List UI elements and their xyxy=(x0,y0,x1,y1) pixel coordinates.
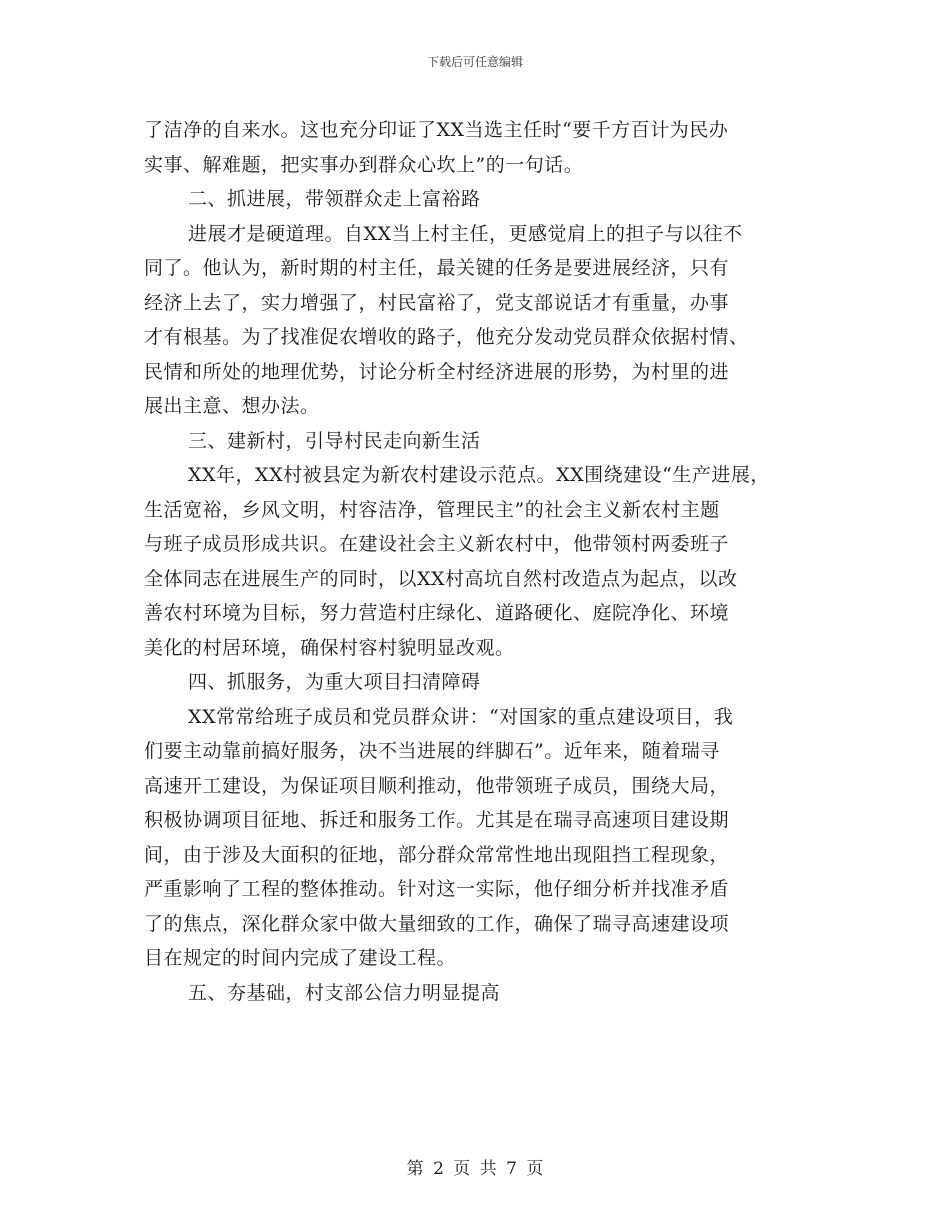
paragraph-line-indented: 四、抓服务，为重大项目扫清障碍 xyxy=(188,671,481,693)
paragraph-line-indented: XX常常给班子成员和党员群众讲：“对国家的重点建设项目，我 xyxy=(188,705,734,728)
paragraph-line: 目在规定的时间内完成了建设工程。 xyxy=(144,947,457,969)
paragraph-line: 高速开工建设，为保证项目顺利推动，他带领班子成员，围绕大局， xyxy=(144,774,730,797)
paragraph-line: 们要主动靠前搞好服务，决不当进展的绊脚石”。近年来，随着瑞寻 xyxy=(144,740,720,762)
document-body xyxy=(144,113,834,1010)
paragraph-line: 才有根基。为了找准促农增收的路子，他充分发动党员群众依据村情、 xyxy=(144,326,749,348)
paragraph-line: 善农村环境为目标，努力营造村庄绿化、道路硬化、庭院净化、环境 xyxy=(144,602,730,624)
paragraph-line: 民情和所处的地理优势，讨论分析全村经济进展的形势，为村里的进 xyxy=(144,360,730,383)
page-header: 下载后可任意编辑 xyxy=(426,55,523,69)
paragraph-line: 间，由于涉及大面积的征地，部分群众常常性地出现阻挡工程现象， xyxy=(144,843,730,866)
paragraph-line: 积极协调项目征地、拆迁和服务工作。尤其是在瑞寻高速项目建设期 xyxy=(144,809,730,831)
paragraph-line: 实事、解难题，把实事办到群众心坎上”的一句话。 xyxy=(144,153,584,176)
paragraph-line: 展出主意、想办法。 xyxy=(144,395,320,417)
paragraph-line: 严重影响了工程的整体推动。针对这一实际，他仔细分析并找准矛盾 xyxy=(144,878,730,900)
paragraph-line-indented: 五、夯基础，村支部公信力明显提高 xyxy=(188,981,501,1004)
paragraph-line: 同了。他认为，新时期的村主任，最关键的任务是要进展经济，只有 xyxy=(144,257,730,279)
paragraph-line: 生活宽裕，乡风文明，村容洁净，管理民主”的社会主义新农村主题 xyxy=(144,498,720,521)
page-footer: 第 2 页 共 7 页 xyxy=(406,1159,544,1179)
paragraph-line: 与班子成员形成共识。在建设社会主义新农村中，他带领村两委班子 xyxy=(144,533,730,555)
paragraph-line: 了洁净的自来水。这也充分印证了XX当选主任时“要千方百计为民办 xyxy=(144,119,729,141)
paragraph-line-indented: 三、建新村，引导村民走向新生活 xyxy=(188,429,481,452)
paragraph-line: 全体同志在进展生产的同时，以XX村高坑自然村改造点为起点，以改 xyxy=(144,567,738,590)
paragraph-line: 经济上去了，实力增强了，村民富裕了，党支部说话才有重量，办事 xyxy=(144,291,730,314)
paragraph-line-indented: 进展才是硬道理。自XX当上村主任，更感觉肩上的担子与以往不 xyxy=(188,222,743,245)
paragraph-line: 美化的村居环境，确保村容村貌明显改观。 xyxy=(144,636,515,659)
paragraph-line-indented: 二、抓进展，带领群众走上富裕路 xyxy=(188,188,481,210)
paragraph-line-indented: XX年，XX村被县定为新农村建设示范点。XX围绕建设“生产进展， xyxy=(188,464,770,486)
paragraph-line: 了的焦点，深化群众家中做大量细致的工作，确保了瑞寻高速建设项 xyxy=(144,912,730,935)
